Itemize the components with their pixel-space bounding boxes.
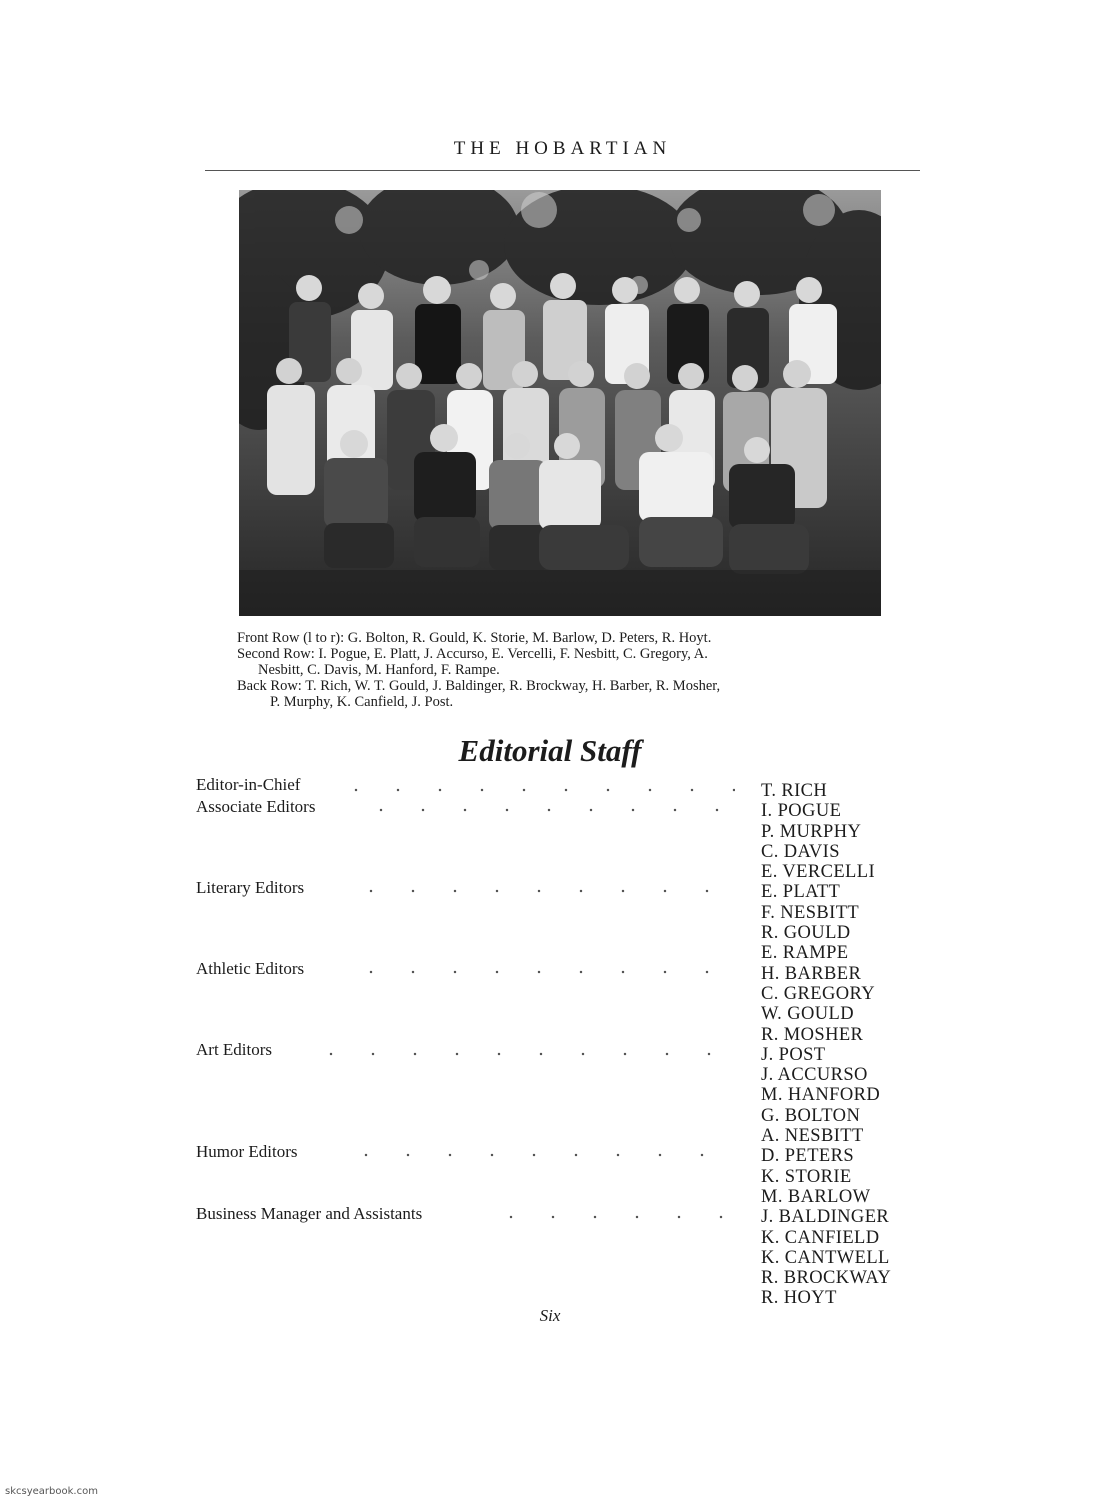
staff-name: A. NESBITT	[761, 1126, 864, 1147]
caption-second-row: Second Row: I. Pogue, E. Platt, J. Accurso, E. Vercelli, F. Nesbitt, C. Gregory, A.	[237, 646, 708, 662]
caption-front-row: Front Row (l to r): G. Bolton, R. Gould, K. Storie, M. Barlow, D. Peters, R. Hoyt.	[237, 630, 712, 646]
staff-name: D. PETERS	[761, 1146, 855, 1167]
role-art-editors: Art Editors	[196, 1040, 273, 1059]
role-associate-editors: Associate Editors	[196, 797, 316, 816]
staff-name: M. BARLOW	[761, 1186, 871, 1207]
staff-name: R. HOYT	[761, 1288, 837, 1309]
staff-name: E. RAMPE	[761, 943, 849, 964]
staff-name: F. NESBITT	[761, 902, 860, 923]
group-photo-illustration	[239, 190, 881, 616]
dot-leader	[350, 967, 735, 977]
staff-name: P. MURPHY	[761, 821, 862, 842]
dot-leader	[490, 1212, 735, 1222]
group-photo	[239, 190, 881, 616]
staff-name: H. BARBER	[761, 963, 862, 984]
role-editor-in-chief: Editor-in-Chief	[196, 775, 301, 794]
page-number: Six	[539, 1306, 561, 1325]
page-title: THE HOBARTIAN	[453, 138, 672, 159]
role-humor-editors: Humor Editors	[196, 1142, 298, 1161]
staff-name: C. GREGORY	[761, 983, 875, 1004]
dot-leader	[310, 1049, 735, 1059]
dot-leader	[360, 805, 735, 815]
staff-name: M. HANFORD	[761, 1085, 881, 1106]
dot-leader	[335, 785, 735, 795]
staff-names-list	[761, 781, 891, 1309]
editorial-staff-heading: Editorial Staff	[458, 733, 642, 768]
photo-caption	[237, 630, 887, 710]
staff-name: E. PLATT	[761, 882, 841, 903]
caption-back-row: Back Row: T. Rich, W. T. Gould, J. Baldinger, R. Brockway, H. Barber, R. Mosher,	[237, 678, 721, 694]
staff-name: G. BOLTON	[761, 1105, 861, 1126]
staff-name: J. ACCURSO	[761, 1065, 868, 1086]
staff-name: K. CANFIELD	[761, 1227, 880, 1248]
header-rule	[205, 170, 920, 171]
staff-name: K. CANTWELL	[761, 1247, 890, 1268]
caption-back-row-continued: P. Murphy, K. Canfield, J. Post.	[270, 694, 454, 710]
staff-name: E. VERCELLI	[761, 862, 876, 883]
role-business-manager: Business Manager and Assistants	[196, 1204, 423, 1223]
staff-name: C. DAVIS	[761, 841, 840, 862]
site-watermark: skcsyearbook.com	[5, 1486, 98, 1497]
staff-name: K. STORIE	[761, 1166, 852, 1187]
staff-name: R. MOSHER	[761, 1024, 864, 1045]
staff-name: J. BALDINGER	[761, 1207, 890, 1228]
staff-name: J. POST	[761, 1044, 826, 1065]
dot-leader	[345, 1150, 735, 1160]
staff-name: R. GOULD	[761, 923, 851, 944]
staff-name: I. POGUE	[761, 801, 842, 822]
dot-leader	[350, 886, 735, 896]
role-literary-editors: Literary Editors	[196, 878, 305, 897]
caption-second-row-continued: Nesbitt, C. Davis, M. Hanford, F. Rampe.	[258, 662, 500, 678]
staff-name: W. GOULD	[761, 1004, 854, 1025]
staff-name: T. RICH	[761, 781, 828, 801]
role-athletic-editors: Athletic Editors	[196, 959, 305, 978]
staff-name: R. BROCKWAY	[761, 1268, 892, 1289]
